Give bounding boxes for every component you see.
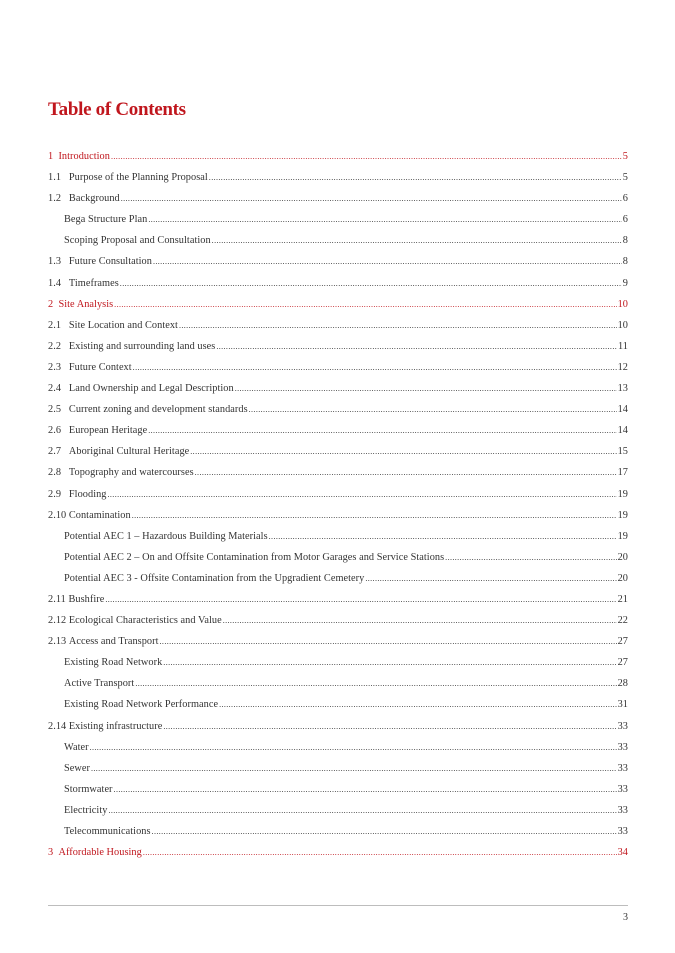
toc-entry-number: 2.3 [48, 361, 69, 373]
toc-entry-page: 22 [617, 615, 628, 627]
toc-entry-label: Existing Road Network [64, 657, 163, 669]
toc-entry-9[interactable] [48, 315, 628, 336]
toc-entry-number: 1.1 [48, 172, 69, 184]
toc-entry-24[interactable] [48, 631, 628, 652]
toc-entry-page: 33 [617, 783, 628, 795]
toc-entry-page: 14 [617, 425, 628, 437]
toc-entry-label: Aboriginal Cultural Heritage [68, 446, 190, 458]
toc-entry-number: 2.14 [48, 720, 69, 732]
toc-leader-dots [195, 462, 617, 483]
toc-entry-label: European Heritage [68, 425, 148, 437]
toc-entry-page: 15 [617, 446, 628, 458]
toc-entry-29[interactable] [48, 737, 628, 758]
toc-entry-label: Access and Transport [68, 636, 159, 648]
toc-entry-17[interactable] [48, 484, 628, 505]
toc-leader-dots [223, 610, 617, 631]
toc-entry-number: 2.11 [48, 593, 69, 605]
toc-entry-30[interactable] [48, 758, 628, 779]
toc-entry-number: 2 [48, 298, 59, 310]
toc-entry-32[interactable] [48, 800, 628, 821]
toc-entry-23[interactable] [48, 610, 628, 631]
toc-entry-27[interactable] [48, 694, 628, 715]
toc-entry-label: Telecommunications [64, 826, 151, 837]
toc-entry-page: 33 [617, 741, 628, 753]
toc-entry-page: 6 [622, 214, 628, 226]
toc-entry-page: 28 [617, 678, 628, 690]
toc-entry-page: 33 [617, 804, 628, 816]
toc-entry-page: 12 [617, 361, 628, 373]
toc-entry-28[interactable] [48, 716, 628, 737]
toc-leader-dots [91, 758, 617, 779]
toc-leader-dots [90, 737, 617, 758]
toc-entry-label: Contamination [68, 509, 131, 521]
toc-leader-dots [111, 146, 622, 167]
toc-entry-number: 1 [48, 151, 59, 162]
toc-entry-number: 1.3 [48, 256, 69, 268]
toc-entry-page: 11 [617, 340, 628, 352]
toc-leader-dots [108, 800, 616, 821]
toc-entry-label: Scoping Proposal and Consultation [64, 235, 211, 247]
toc-entry-number: 2.2 [48, 340, 69, 352]
toc-leader-dots [209, 167, 622, 188]
toc-leader-dots [135, 673, 616, 694]
table-of-contents [48, 146, 628, 863]
toc-leader-dots [365, 568, 616, 589]
toc-leader-dots [445, 547, 616, 568]
toc-entry-page: 5 [622, 172, 628, 184]
toc-entry-11[interactable] [48, 357, 628, 378]
toc-leader-dots [121, 188, 622, 209]
toc-entry-label: Site Analysis [58, 298, 114, 310]
toc-entry-page: 10 [617, 319, 628, 331]
toc-leader-dots [105, 589, 616, 610]
toc-leader-dots [249, 399, 617, 420]
toc-entry-7[interactable] [48, 273, 628, 294]
toc-entry-label: Site Location and Context [68, 319, 178, 331]
toc-leader-dots [114, 294, 616, 315]
toc-entry-page: 8 [622, 235, 628, 247]
toc-entry-label: Existing Road Network Performance [64, 699, 219, 711]
toc-entry-22[interactable] [48, 589, 628, 610]
toc-entry-number: 2.13 [48, 636, 69, 648]
toc-entry-label: Active Transport [64, 678, 135, 690]
toc-entry-page: 19 [617, 530, 628, 542]
toc-entry-number: 1.2 [48, 193, 69, 205]
toc-leader-dots [133, 357, 617, 378]
toc-leader-dots [163, 716, 616, 737]
toc-entry-page: 8 [622, 256, 628, 268]
toc-entry-number: 1.4 [48, 277, 69, 289]
toc-entry-label: Bushfire [68, 593, 105, 605]
toc-entry-label: Sewer [64, 762, 90, 774]
toc-entry-5[interactable] [48, 230, 628, 251]
toc-entry-label: Potential AEC 2 – On and Offsite Contamination from Motor Garages and Service Stations [64, 551, 445, 563]
toc-entry-8[interactable] [48, 294, 628, 315]
toc-entry-page: 27 [617, 636, 628, 648]
toc-leader-dots [212, 230, 622, 251]
toc-entry-33[interactable] [48, 821, 628, 842]
toc-entry-label: Topography and watercourses [68, 467, 194, 479]
toc-entry-page: 20 [617, 551, 628, 563]
toc-entry-page: 19 [617, 488, 628, 500]
toc-entry-page: 31 [617, 699, 628, 711]
toc-entry-label: Electricity [64, 804, 108, 816]
toc-entry-page: 33 [617, 826, 628, 837]
toc-leader-dots [219, 694, 617, 715]
toc-entry-number: 2.6 [48, 425, 69, 437]
toc-entry-1[interactable] [48, 146, 628, 167]
toc-entry-2[interactable] [48, 167, 628, 188]
page-title: Table of Contents [48, 99, 186, 120]
toc-entry-13[interactable] [48, 399, 628, 420]
footer-divider [48, 905, 628, 906]
toc-entry-number: 2.9 [48, 488, 69, 500]
toc-leader-dots [120, 273, 622, 294]
toc-entry-label: Potential AEC 3 - Offsite Contamination from the Upgradient Cemetery [64, 572, 365, 584]
toc-entry-label: Existing and surrounding land uses [68, 340, 216, 352]
page-number: 3 [623, 912, 628, 923]
toc-entry-3[interactable] [48, 188, 628, 209]
toc-leader-dots [216, 336, 617, 357]
toc-leader-dots [235, 378, 617, 399]
toc-entry-label: Future Context [68, 361, 132, 373]
toc-entry-label: Purpose of the Planning Proposal [68, 172, 208, 184]
toc-entry-number: 2.1 [48, 319, 69, 331]
toc-entry-number: 2.8 [48, 467, 69, 479]
toc-entry-label: Stormwater [64, 783, 113, 795]
toc-entry-page: 5 [622, 151, 628, 162]
toc-entry-number: 2.7 [48, 446, 69, 458]
toc-leader-dots [163, 652, 616, 673]
toc-entry-label: Bega Structure Plan [64, 214, 148, 226]
toc-leader-dots [148, 420, 616, 441]
toc-entry-number: 2.5 [48, 404, 69, 416]
toc-entry-number: 2.10 [48, 509, 69, 521]
toc-leader-dots [143, 842, 617, 863]
toc-entry-14[interactable] [48, 420, 628, 441]
toc-entry-26[interactable] [48, 673, 628, 694]
toc-entry-page: 17 [617, 467, 628, 479]
toc-entry-12[interactable] [48, 378, 628, 399]
toc-entry-15[interactable] [48, 441, 628, 462]
toc-entry-6[interactable] [48, 251, 628, 272]
toc-entry-label: Background [68, 193, 120, 205]
toc-entry-label: Potential AEC 1 – Hazardous Building Materials [64, 530, 268, 542]
toc-entry-page: 33 [617, 762, 628, 774]
toc-entry-label: Ecological Characteristics and Value [68, 615, 222, 627]
toc-entry-label: Timeframes [68, 277, 119, 289]
toc-entry-label: Existing infrastructure [68, 720, 163, 732]
toc-entry-16[interactable] [48, 462, 628, 483]
toc-entry-19[interactable] [48, 526, 628, 547]
toc-entry-page: 34 [617, 847, 628, 859]
toc-leader-dots [114, 779, 617, 800]
toc-entry-label: Land Ownership and Legal Description [68, 383, 234, 395]
toc-entry-label: Water [64, 741, 89, 753]
toc-leader-dots [269, 526, 617, 547]
toc-entry-page: 14 [617, 404, 628, 416]
toc-entry-label: Current zoning and development standards [68, 404, 248, 416]
toc-leader-dots [108, 484, 617, 505]
toc-entry-page: 19 [617, 509, 628, 521]
toc-entry-34[interactable] [48, 842, 628, 863]
toc-entry-page: 13 [617, 383, 628, 395]
toc-entry-page: 27 [617, 657, 628, 669]
toc-entry-4[interactable] [48, 209, 628, 230]
toc-entry-18[interactable] [48, 505, 628, 526]
toc-leader-dots [160, 631, 617, 652]
toc-leader-dots [132, 505, 617, 526]
toc-leader-dots [152, 821, 617, 842]
toc-entry-number: 2.12 [48, 615, 69, 627]
toc-entry-31[interactable] [48, 779, 628, 800]
toc-entry-number: 3 [48, 847, 59, 859]
toc-entry-number: 2.4 [48, 383, 69, 395]
toc-entry-label: Affordable Housing [58, 847, 142, 859]
toc-leader-dots [190, 441, 616, 462]
toc-entry-label: Future Consultation [68, 256, 152, 268]
toc-entry-page: 20 [617, 572, 628, 584]
toc-leader-dots [153, 251, 622, 272]
toc-entry-label: Introduction [58, 151, 110, 162]
toc-entry-page: 10 [617, 298, 628, 310]
toc-entry-21[interactable] [48, 568, 628, 589]
toc-leader-dots [148, 209, 621, 230]
toc-entry-20[interactable] [48, 547, 628, 568]
toc-leader-dots [179, 315, 617, 336]
toc-entry-label: Flooding [68, 488, 107, 500]
toc-entry-page: 9 [622, 277, 628, 289]
toc-entry-page: 33 [617, 720, 628, 732]
toc-entry-page: 6 [622, 193, 628, 205]
toc-entry-page: 21 [617, 593, 628, 605]
toc-entry-25[interactable] [48, 652, 628, 673]
toc-entry-10[interactable] [48, 336, 628, 357]
